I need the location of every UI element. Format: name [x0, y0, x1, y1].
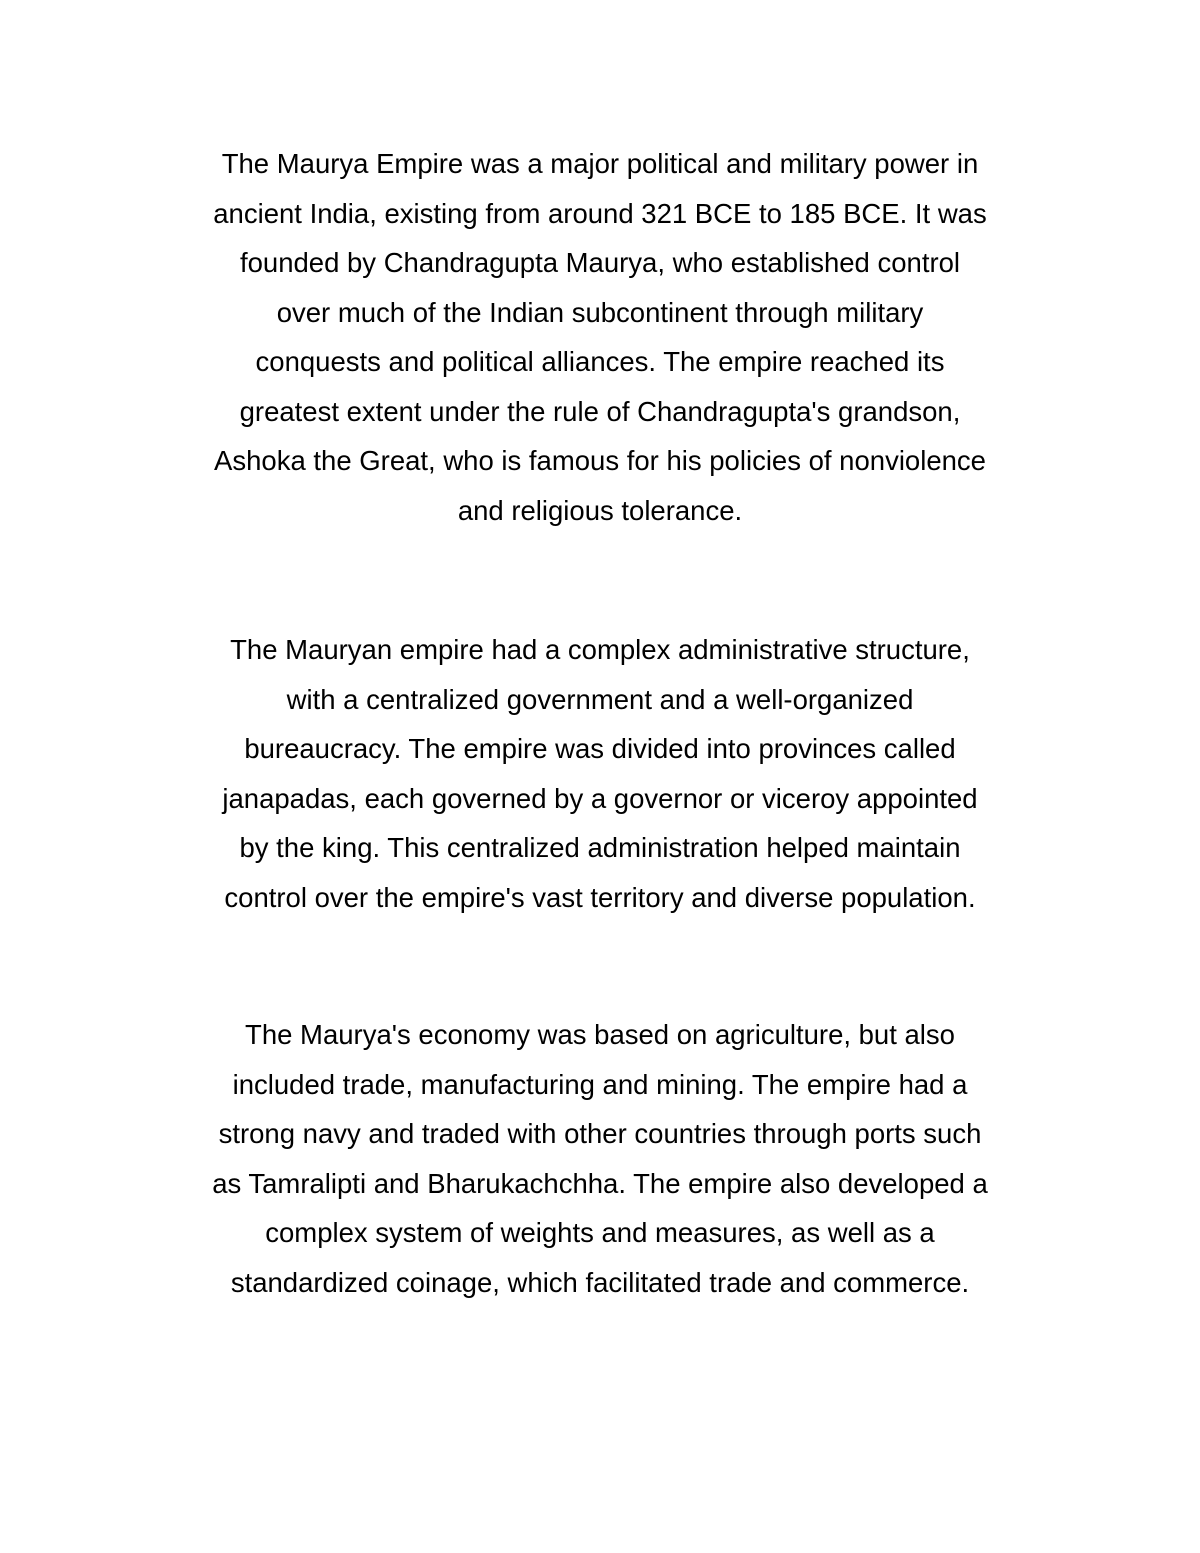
paragraph-maurya-empire-overview [100, 139, 1100, 535]
text-line: and religious tolerance. [457, 494, 743, 526]
text-line: standardized coinage, which facilitated trade and commerce. [230, 1266, 970, 1298]
text-line: greatest extent under the rule of Chandragupta's grandson, [239, 395, 961, 427]
text-line: The Maurya's economy was based on agriculture, but also [245, 1019, 955, 1050]
paragraph-administrative-structure [100, 625, 1100, 922]
text-line: complex system of weights and measures, as well as a [265, 1217, 935, 1248]
text-line: conquests and political alliances. The empire reached its [255, 346, 945, 377]
paragraph-economy [100, 1010, 1100, 1307]
text-line: control over the empire's vast territory and diverse population. [224, 881, 976, 913]
text-line: ancient India, existing from around 321 BCE to 185 BCE. It was [213, 197, 987, 229]
text-line: The Mauryan empire had a complex administrative structure, [230, 634, 970, 665]
text-line: included trade, manufacturing and mining. The empire had a [232, 1068, 968, 1100]
text-line: founded by Chandragupta Maurya, who established control [239, 247, 961, 278]
text-line: over much of the Indian subcontinent through military [276, 296, 924, 328]
text-line: by the king. This centralized administration helped maintain [239, 832, 961, 863]
text-line: as Tamralipti and Bharukachchha. The empire also developed a [212, 1167, 988, 1199]
text-line: Ashoka the Great, who is famous for his policies of nonviolence [214, 445, 986, 476]
text-line: janapadas, each governed by a governor or viceroy appointed [222, 782, 978, 814]
text-line: strong navy and traded with other countries through ports such [218, 1118, 982, 1149]
text-line: The Maurya Empire was a major political and military power in [221, 148, 979, 179]
text-line: with a centralized government and a well-organized [286, 683, 914, 715]
text-line: bureaucracy. The empire was divided into provinces called [244, 733, 956, 764]
